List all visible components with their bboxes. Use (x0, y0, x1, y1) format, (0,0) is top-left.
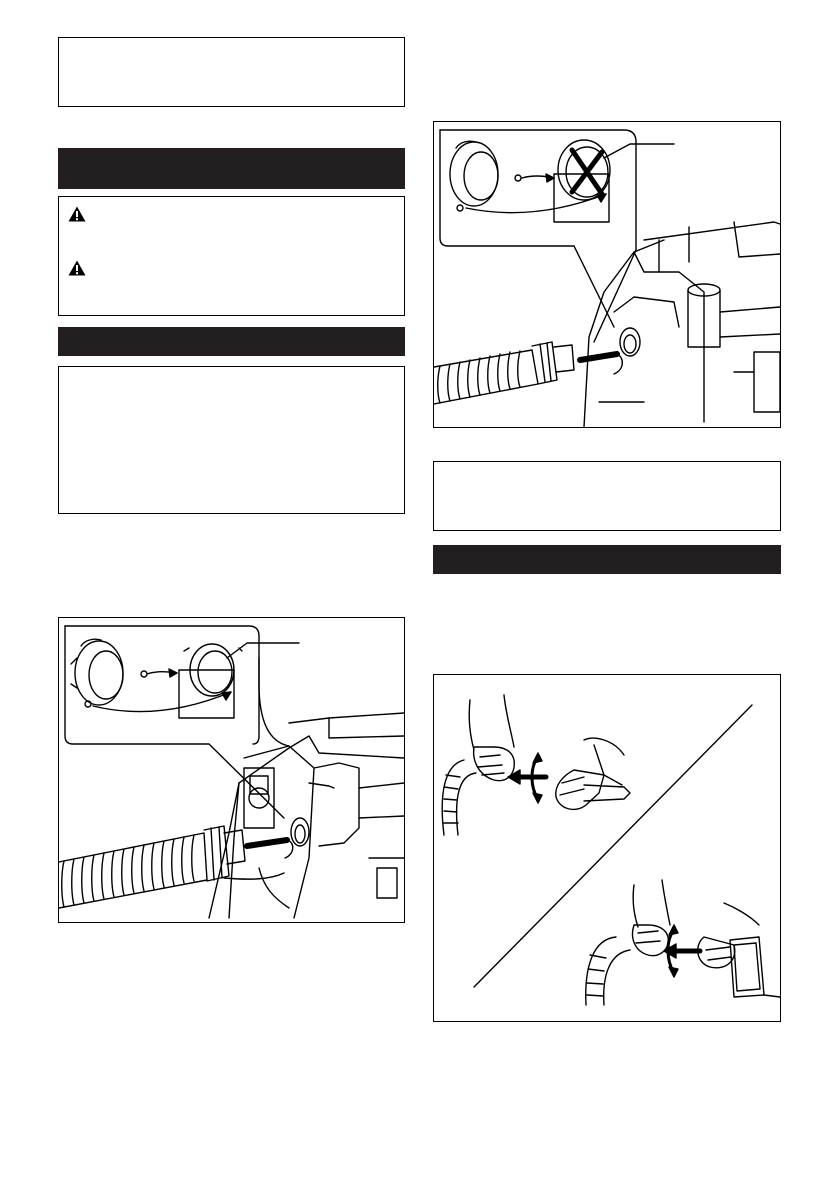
warning-triangle-icon (68, 260, 86, 276)
accessory-attachment-illustration (434, 675, 780, 1021)
section-heading-bar (58, 148, 405, 189)
note-box-right (433, 461, 781, 531)
figure-attach-accessories (433, 674, 781, 1022)
notice-box (58, 366, 405, 514)
note-box-top (58, 37, 405, 107)
subsection-heading-bar (58, 327, 405, 356)
figure-connect-hose-left (58, 617, 405, 923)
figure-connect-hose-right (433, 121, 781, 428)
section-heading-bar-right (433, 545, 781, 574)
hose-connection-illustration (59, 618, 404, 922)
warning-triangle-icon (68, 206, 86, 222)
hose-connection-illustration (434, 122, 780, 427)
warning-box (58, 196, 405, 316)
